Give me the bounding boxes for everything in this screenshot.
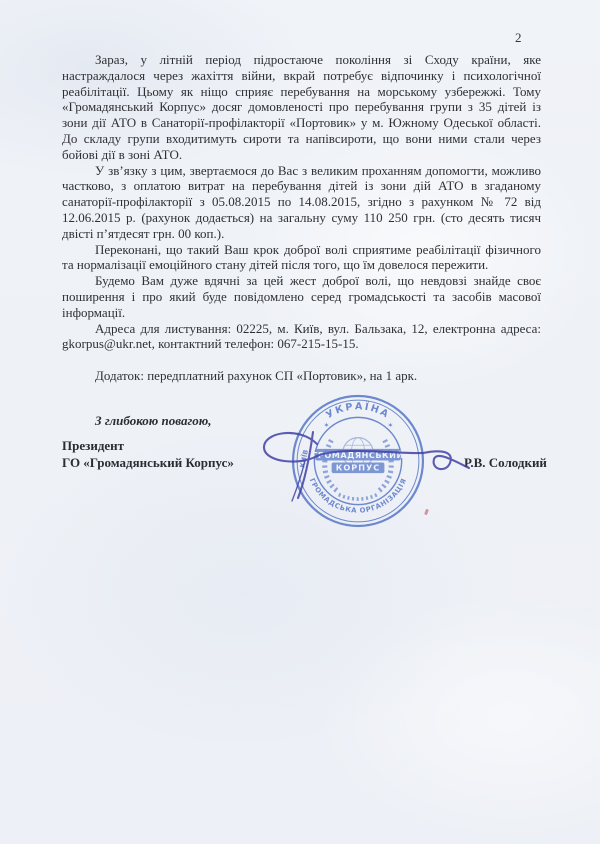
signer-title-line1: Президент [62,438,125,453]
page-number: 2 [515,30,522,45]
stamp-center-line1: ГРОМАДЯНСЬКИЙ [312,449,404,460]
stamp-center-line2: КОРПУС [335,462,381,473]
signer-title-line2: ГО «Громадянський Корпус» [62,454,234,470]
stamp-star-left-icon: ✶ [323,420,330,430]
letter-body [62,52,541,429]
signer-title [62,438,234,471]
stamp-left-text: КИЇВ [298,448,310,469]
paragraph: Будемо Вам дуже вдячні за цей жест доброї волі, що невдовзі знайде своє поширення і про який буде повідомлено серед громадськості та засобів масової інформації. [62,273,541,320]
attachment-note: Додаток: передплатний рахунок СП «Портовик», на 1 арк. [95,368,418,384]
signer-name: Р.В. Солодкий [464,455,547,470]
letter-paragraphs [62,52,541,352]
stamp-bottom-text: ГРОМАДСЬКА ОРГАНІЗАЦІЯ [307,477,409,515]
signature [253,418,483,513]
closing-salutation: З глибокою повагою, [95,412,212,428]
paragraph: Переконані, що такий Ваш крок доброї волі сприятиме реабілітації фізичного та нормалізації емоційного стану дітей після того, що їм довелося пережити. [62,241,541,273]
paragraph: У зв’язку з цим, звертаємося до Вас з великим проханням допомогти, можливо частково, з оплатою витрат на перебування дітей із зони дій АТО в згаданому санаторії-профілакторії з 05.08.2015 по 14.08.2015, згідно з рахунком № 72 від 12.06.2015 р. (рахунок додається) на загальну суму 110 250 грн. (сто десять тисяч двісті п’ятдесят грн. 00 коп.). [62,162,541,241]
paragraph: Зараз, у літній період підростаюче покоління зі Сходу країни, яке настраждалося через жахіття війни, вкрай потребує відпочинку і психологічної реабілітації. Цьому як ніщо сприяє перебування на морському узбережжі. Тому «Громадянський Корпус» досяг домовленості про перебування групи з 35 дітей із зони дії АТО в Санаторії-профілакторії «Портовик» у м. Южному Одеської області. До складу групи входитимуть сироти та напівсироти, що вони ними стали через бойові дії в зоні АТО. [62,52,541,162]
paragraph: Адреса для листування: 02225, м. Київ, вул. Бальзака, 12, електронна адреса: gkorpus@ukr.net, контактний телефон: 067-215-15-15. [62,320,541,352]
stamp-top-text: УКРАЇНА [324,401,392,422]
stamp-star-right-icon: ✶ [387,420,394,430]
